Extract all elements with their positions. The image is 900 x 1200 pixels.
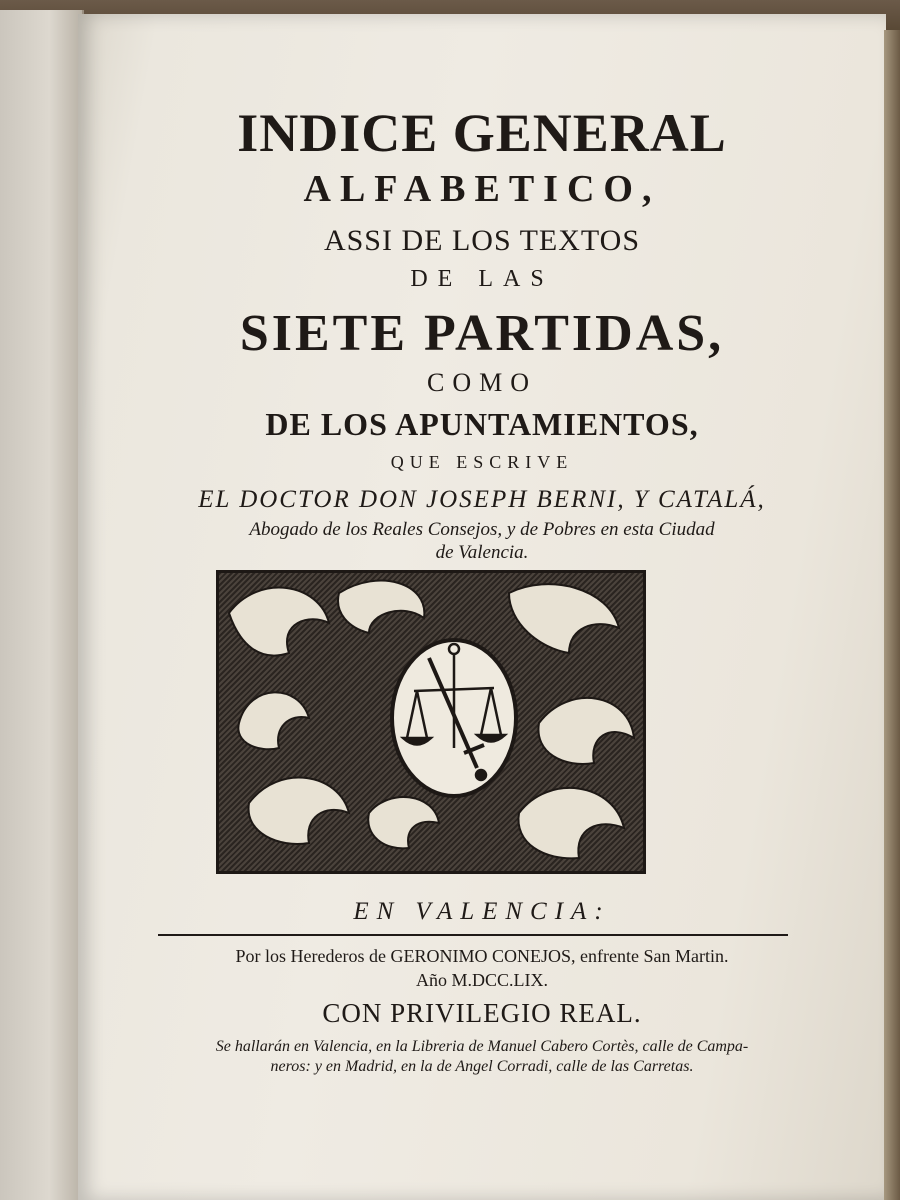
author-name: EL DOCTOR DON JOSEPH BERNI, Y CATALÁ, bbox=[198, 486, 766, 513]
title-page bbox=[78, 14, 886, 1200]
title-line-6: COMO bbox=[426, 368, 537, 397]
sold-at-line-2: neros: y en Madrid, en la de Angel Corradi, calle de las Carretas. bbox=[270, 1058, 694, 1075]
imprint-printer: Por los Herederos de GERONIMO CONEJOS, enfrente San Martin. bbox=[235, 946, 729, 966]
royal-privilege: CON PRIVILEGIO REAL. bbox=[322, 998, 642, 1028]
title-line-3: ASSI DE LOS TEXTOS bbox=[323, 224, 641, 257]
woodcut-vignette bbox=[216, 570, 646, 874]
imprint-rule bbox=[158, 934, 788, 936]
title-line-1: INDICE GENERAL bbox=[237, 103, 727, 163]
left-page-edge bbox=[0, 10, 84, 1200]
title-line-4: DE LAS bbox=[410, 266, 554, 292]
author-office-line-1: Abogado de los Reales Consejos, y de Pobres en esta Ciudad bbox=[249, 519, 715, 540]
imprint-year: Año M.DCC.LIX. bbox=[415, 970, 548, 990]
title-line-2: ALFABETICO, bbox=[303, 168, 661, 210]
sold-at-line-1: Se hallarán en Valencia, en la Libreria de Manuel Cabero Cortès, calle de Campa- bbox=[215, 1038, 749, 1055]
right-board-edge bbox=[884, 30, 900, 1200]
title-line-8: QUE ESCRIVE bbox=[390, 452, 574, 472]
title-line-7: DE LOS APUNTAMIENTOS, bbox=[265, 406, 699, 442]
imprint-place: EN VALENCIA: bbox=[353, 898, 611, 925]
author-office-line-2: de Valencia. bbox=[435, 542, 529, 563]
scales-of-justice-with-sword-icon bbox=[219, 573, 643, 871]
title-line-5: SIETE PARTIDAS, bbox=[239, 305, 725, 362]
